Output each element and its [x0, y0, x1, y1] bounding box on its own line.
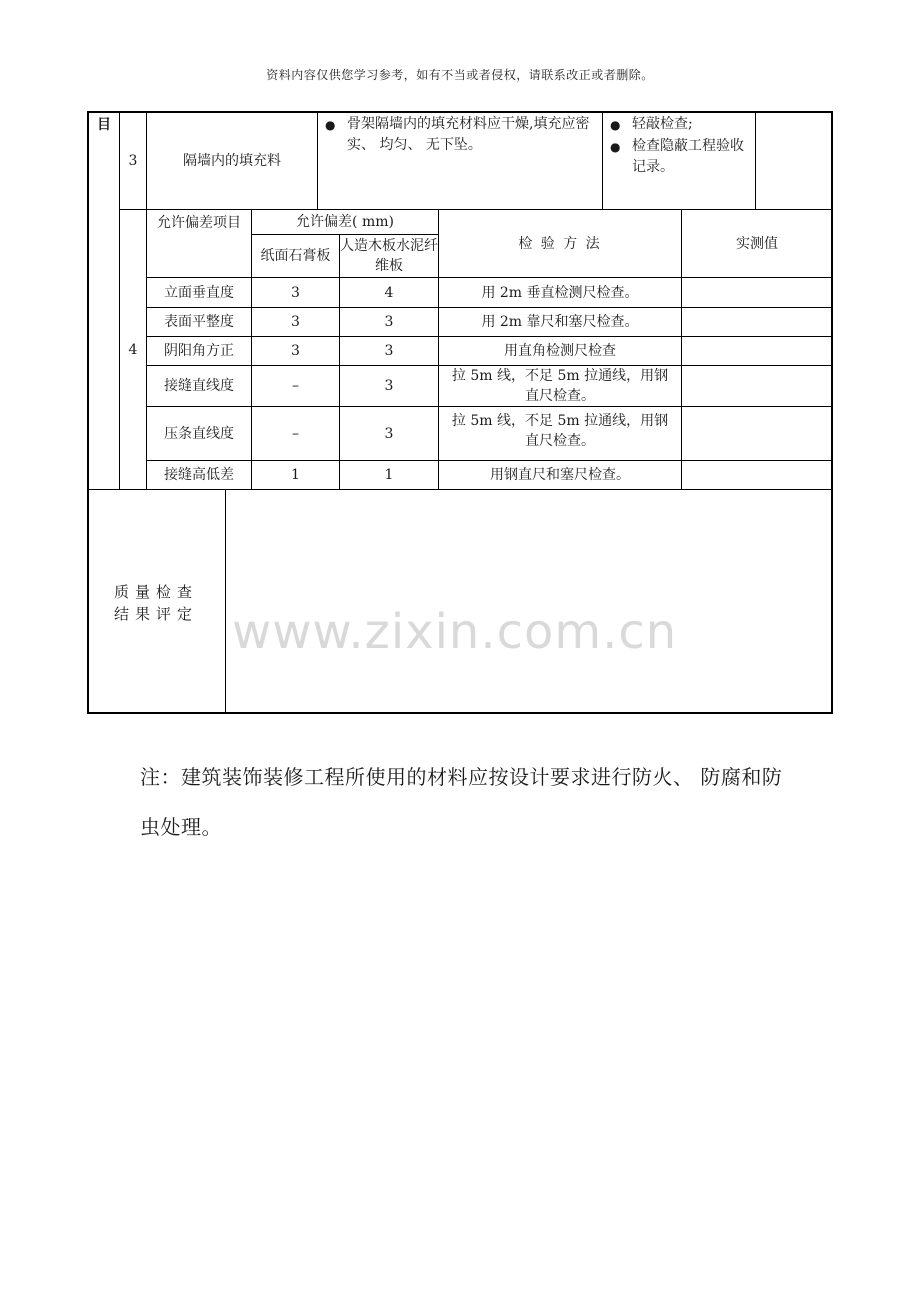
row-wood: 3	[384, 314, 394, 330]
item3-number: 3	[128, 153, 138, 169]
header-item-col: 允许偏差项目	[157, 215, 241, 231]
item3-methods	[610, 114, 755, 178]
conclusion-label: 质量检查结果评定	[113, 583, 198, 623]
row-method: 用直角检测尺检查	[504, 343, 616, 359]
row-wood: 4	[384, 284, 394, 301]
row-item: 接缝高低差	[164, 467, 234, 483]
bullet-icon: ●	[610, 140, 621, 154]
row-method: 拉 5m 线，不足 5m 拉通线，用钢直尺检查。	[451, 413, 669, 449]
item3-method-1: 轻敲检查;	[632, 116, 693, 132]
row-measured	[682, 337, 832, 365]
header-sub-gypsum: 纸面石膏板	[260, 248, 331, 264]
row-gypsum: –	[292, 425, 299, 442]
row-wood: 1	[384, 467, 394, 483]
item3-method-2: 检查隐蔽工程验收记录。	[632, 138, 744, 175]
bullet-icon: ●	[325, 118, 336, 132]
item3-requirement-text: 骨架隔墙内的填充材料应干燥,填充应密实、 均匀、 无下坠。	[347, 116, 590, 153]
row-wood: 3	[384, 378, 394, 394]
row-item: 表面平整度	[164, 314, 234, 330]
row-method: 用 2m 垂直检测尺检查。	[481, 284, 639, 301]
header-method-col: 检 验 方 法	[518, 235, 602, 252]
item3-name: 隔墙内的填充料	[183, 153, 281, 169]
row-method: 拉 5m 线，不足 5m 拉通线，用钢直尺检查。	[451, 368, 669, 404]
header-measured-col: 实测值	[736, 235, 778, 252]
header-sub-wood: 人造木板水泥纤维板	[340, 238, 438, 274]
row-item: 压条直线度	[164, 425, 234, 442]
row-method: 用钢直尺和塞尺检查。	[490, 467, 630, 483]
disclaimer: 资料内容仅供您学习参考，如有不当或者侵权，请联系改正或者删除。	[266, 68, 654, 82]
row-measured	[682, 278, 832, 307]
row-item: 阴阳角方正	[164, 343, 234, 359]
row-item: 接缝直线度	[164, 378, 234, 394]
row-item: 立面垂直度	[164, 284, 234, 301]
row-wood: 3	[384, 343, 394, 359]
row-measured	[682, 308, 832, 336]
left-column-label: 目	[97, 117, 111, 133]
footnote: 注：建筑装饰装修工程所使用的材料应按设计要求进行防火、 防腐和防虫处理。	[140, 765, 783, 839]
row-measured	[682, 461, 832, 489]
watermark: www.zixin.com.cn	[232, 604, 678, 660]
header-allow-col: 允许偏差( mm)	[296, 214, 394, 230]
row-measured	[682, 366, 832, 406]
row-gypsum: –	[292, 378, 299, 394]
item3-requirement	[325, 114, 597, 156]
row-gypsum: 1	[291, 467, 300, 483]
row-wood: 3	[384, 425, 394, 442]
table-border-bottom	[87, 712, 833, 714]
row-gypsum: 3	[291, 314, 300, 330]
row-measured	[682, 407, 832, 460]
row-gypsum: 3	[291, 343, 300, 359]
row-method: 用 2m 靠尺和塞尺检查。	[481, 314, 639, 330]
item4-number: 4	[128, 341, 138, 358]
conclusion-content	[226, 490, 831, 712]
row-gypsum: 3	[291, 284, 300, 301]
bullet-icon: ●	[610, 118, 621, 132]
